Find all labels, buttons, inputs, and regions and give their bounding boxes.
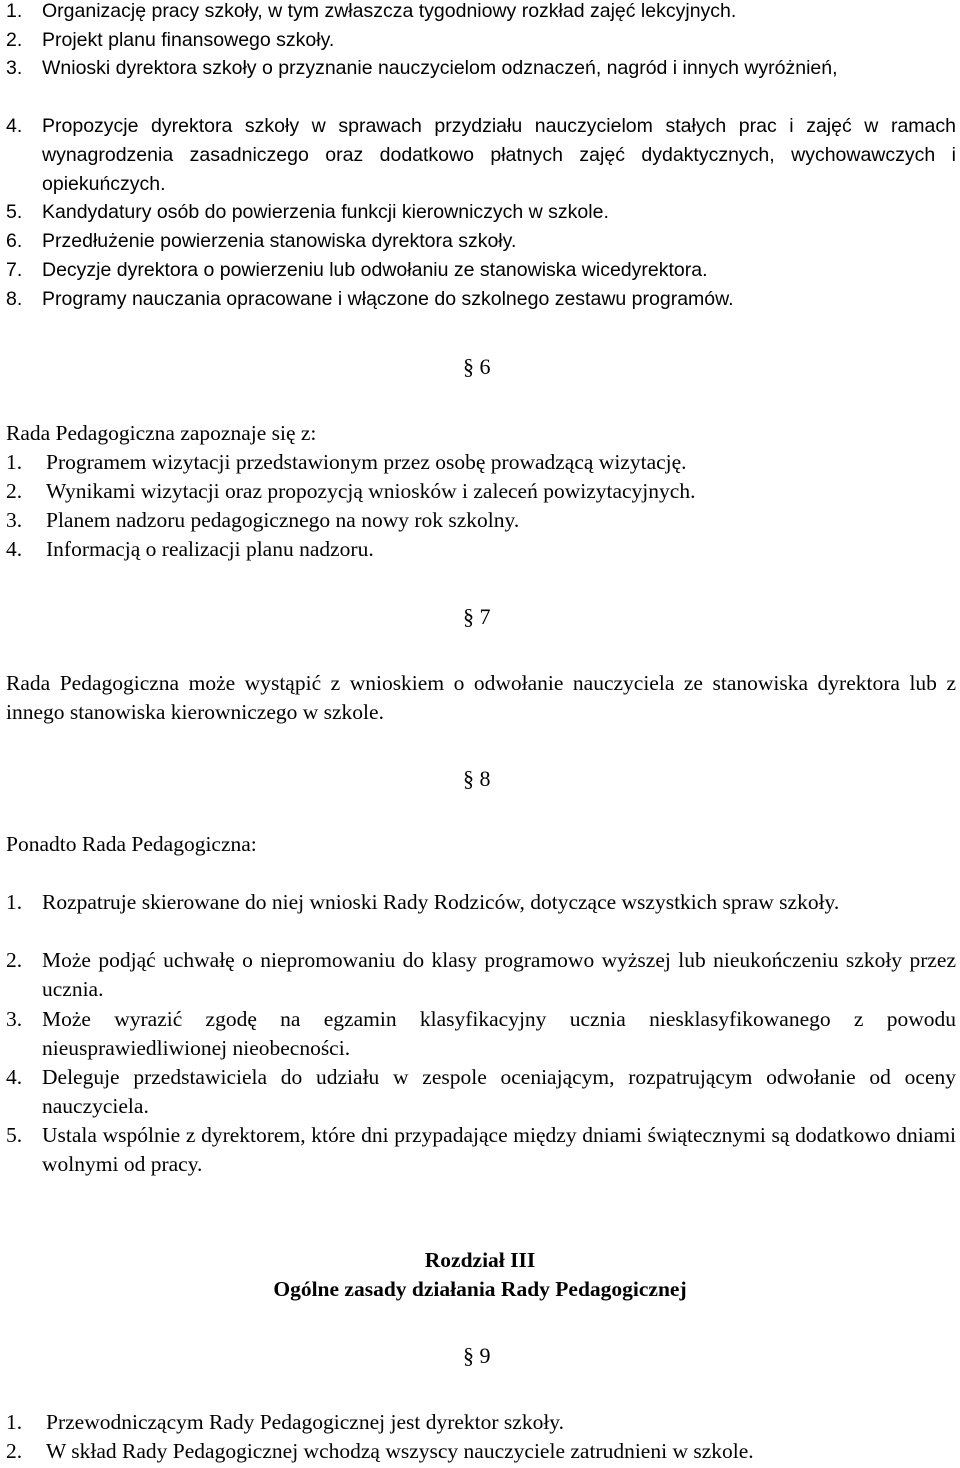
- section-heading-9: § 9: [463, 1343, 491, 1368]
- item-text: Decyzje dyrektora o powierzeniu lub odwołaniu ze stanowiska wicedyrektora.: [42, 259, 708, 281]
- item-number: 2.: [6, 948, 23, 972]
- item-number: 5.: [6, 201, 23, 223]
- item-number: 3.: [6, 1007, 23, 1031]
- item-text: Projekt planu finansowego szkoły.: [42, 29, 335, 51]
- item-text: Może podjąć uchwałę o niepromowaniu do klasy programowo wyższej lub nieukończeniu szkoły przez ucznia.: [42, 948, 956, 1001]
- list-item: [6, 0, 956, 26]
- item-text: W skład Rady Pedagogicznej wchodzą wszyscy nauczyciele zatrudnieni w szkole.: [46, 1439, 754, 1463]
- item-number: 8.: [6, 288, 23, 310]
- item-number: 1.: [6, 0, 23, 22]
- list-item: [6, 198, 956, 227]
- list-item: [6, 477, 956, 506]
- list-item: [6, 946, 956, 1004]
- item-text: Propozycje dyrektora szkoły w sprawach przydziału nauczycielom stałych prac i zajęć w ramach wynagrodzenia zasadniczego oraz dodatkowo płatnych zajęć dydaktycznych, wychowawczych i opiekuńczych.: [42, 115, 956, 195]
- item-text: Kandydatury osób do powierzenia funkcji kierowniczych w szkole.: [42, 201, 609, 223]
- item-number: 4.: [6, 1065, 23, 1089]
- chapter-title: Rozdział III: [424, 1248, 536, 1272]
- section-intro: Rada Pedagogiczna zapoznaje się z:: [6, 421, 317, 445]
- item-text: Wynikami wizytacji oraz propozycją wniosków i zaleceń powizytacyjnych.: [46, 479, 696, 503]
- item-text: Planem nadzoru pedagogicznego na nowy rok szkolny.: [46, 508, 520, 532]
- item-number: 1.: [6, 890, 23, 914]
- list-item: [6, 1437, 956, 1466]
- item-text: Programem wizytacji przedstawionym przez osobę prowadzącą wizytację.: [46, 450, 687, 474]
- item-text: Informacją o realizacji planu nadzoru.: [46, 537, 374, 561]
- item-text: Może wyrazić zgodę na egzamin klasyfikacyjny ucznia niesklasyfikowanego z powodu nieusprawiedliwionej nieobecności.: [42, 1007, 956, 1060]
- list-item: [6, 1408, 956, 1437]
- chapter-subtitle: Ogólne zasady działania Rady Pedagogicznej: [273, 1277, 687, 1301]
- item-number: 6.: [6, 230, 23, 252]
- item-text: Wnioski dyrektora szkoły o przyznanie nauczycielom odznaczeń, nagród i innych wyróżnień,: [42, 57, 838, 79]
- list-item: [6, 256, 956, 285]
- section-intro: Ponadto Rada Pedagogiczna:: [6, 832, 257, 856]
- list-item: [6, 506, 956, 535]
- item-text: Deleguje przedstawiciela do udziału w zespole oceniającym, rozpatrującym odwołanie od oceny nauczyciela.: [42, 1065, 956, 1118]
- item-text: Ustala wspólnie z dyrektorem, które dni przypadające między dniami świątecznymi są dodatkowo dniami wolnymi od pracy.: [42, 1123, 956, 1176]
- item-number: 3.: [6, 57, 23, 79]
- list-item: [6, 112, 956, 199]
- item-number: 3.: [6, 508, 23, 532]
- list-item: [6, 535, 956, 564]
- item-number: 5.: [6, 1123, 23, 1147]
- item-number: 2.: [6, 1439, 23, 1463]
- item-text: Programy nauczania opracowane i włączone do szkolnego zestawu programów.: [42, 288, 734, 310]
- item-text: Przewodniczącym Rady Pedagogicznej jest dyrektor szkoły.: [46, 1410, 565, 1434]
- item-number: 1.: [6, 1410, 23, 1434]
- item-number: 2.: [6, 479, 23, 503]
- section-heading-7: § 7: [463, 604, 491, 629]
- item-text: Organizację pracy szkoły, w tym zwłaszcza tygodniowy rozkład zajęć lekcyjnych.: [42, 0, 737, 22]
- list-item: [6, 54, 956, 112]
- list-item: [6, 448, 956, 477]
- item-text: Rozpatruje skierowane do niej wnioski Rady Rodziców, dotyczące wszystkich spraw szkoły.: [42, 890, 840, 914]
- list-item: [6, 1121, 956, 1179]
- section-paragraph: Rada Pedagogiczna może wystąpić z wnioskiem o odwołanie nauczyciela ze stanowiska dyrektora lub z innego stanowiska kierowniczego w szkole.: [6, 671, 956, 724]
- list-item: [6, 888, 956, 946]
- item-number: 2.: [6, 29, 23, 51]
- item-number: 1.: [6, 450, 23, 474]
- item-text: Przedłużenie powierzenia stanowiska dyrektora szkoły.: [42, 230, 517, 252]
- item-number: 7.: [6, 259, 23, 281]
- list-item: [6, 227, 956, 256]
- list-item: [6, 285, 956, 314]
- list-item: [6, 1063, 956, 1121]
- item-number: 4.: [6, 115, 23, 137]
- section-heading-8: § 8: [463, 766, 491, 791]
- section-heading-6: § 6: [463, 354, 491, 379]
- list-item: [6, 26, 956, 55]
- list-item: [6, 1005, 956, 1063]
- item-number: 4.: [6, 537, 23, 561]
